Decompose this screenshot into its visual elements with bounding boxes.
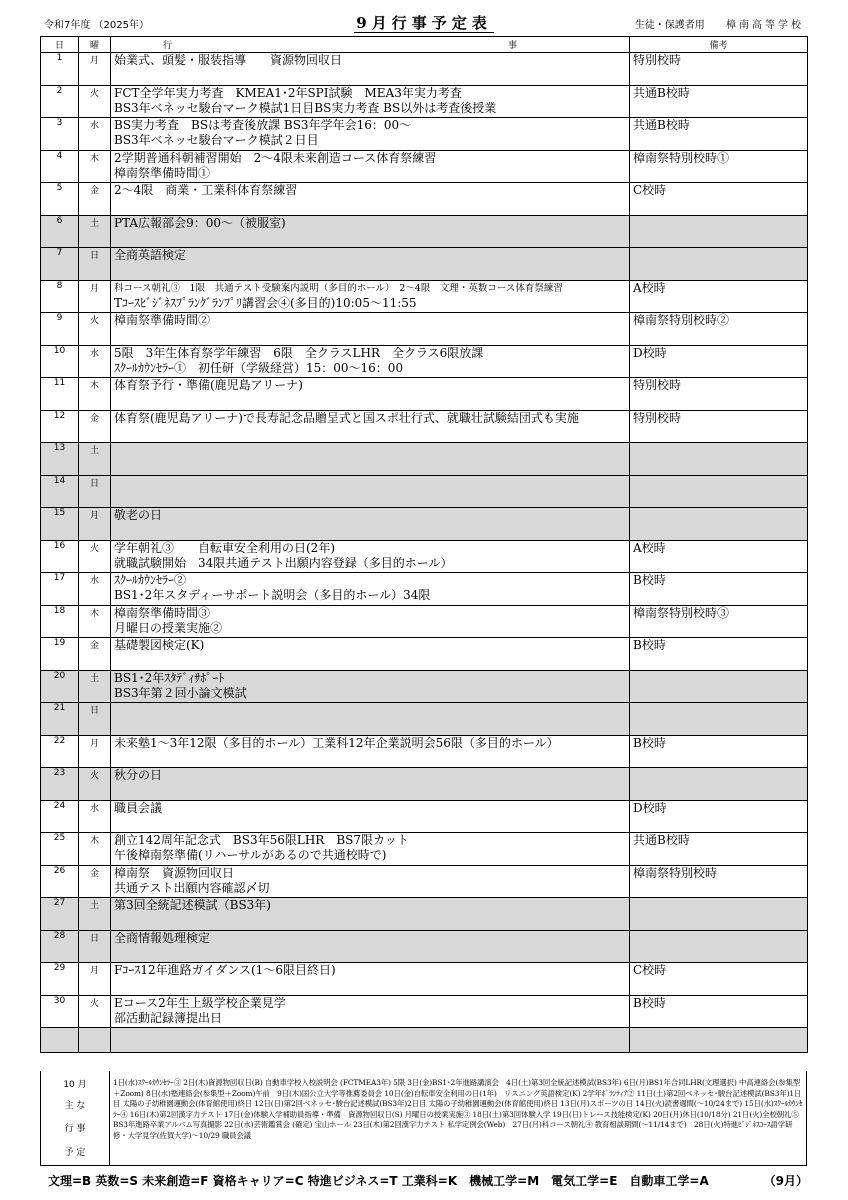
row-events bbox=[111, 963, 630, 996]
table-row bbox=[41, 963, 808, 996]
row-note: D校時 bbox=[630, 345, 808, 378]
row-event-line-1: 体育祭(鹿児島アリーナ)で長寿記念品贈呈式と国スポ壮行式、就職壮試験結団式も実施 bbox=[114, 410, 579, 425]
row-event-line-1: 2学期普通科朝補習開始 2～4限未来創造コース体育祭練習 bbox=[114, 150, 437, 165]
row-weekday: 火 bbox=[79, 85, 111, 118]
row-events bbox=[111, 248, 630, 281]
row-day: 3 bbox=[41, 118, 79, 151]
row-event-line-2: 共通テスト出願内容確認〆切 bbox=[114, 880, 270, 895]
row-events bbox=[111, 475, 630, 508]
row-event-line-1: 創立142周年記念式 BS3年56限LHR BS7限カット bbox=[114, 833, 409, 847]
row-weekday: 日 bbox=[79, 703, 111, 736]
table-row bbox=[41, 378, 808, 411]
row-events bbox=[111, 670, 630, 703]
row-weekday: 火 bbox=[79, 768, 111, 801]
spacer-cell bbox=[630, 1028, 808, 1053]
row-note bbox=[630, 898, 808, 931]
table-row bbox=[41, 410, 808, 443]
row-day: 8 bbox=[41, 280, 79, 313]
row-event-line-2: BS1･2年スタディーサポート説明会（多目的ホール）34限 bbox=[114, 588, 431, 602]
row-note: 共通B校時 bbox=[630, 118, 808, 151]
row-weekday: 水 bbox=[79, 118, 111, 151]
row-weekday: 土 bbox=[79, 215, 111, 248]
row-weekday: 水 bbox=[79, 800, 111, 833]
row-event-line-1: 秋分の日 bbox=[114, 768, 163, 782]
page-title-text: 9月行事予定表 bbox=[356, 14, 492, 32]
table-row bbox=[41, 150, 808, 183]
table-row bbox=[41, 85, 808, 118]
row-day: 30 bbox=[41, 995, 79, 1028]
table-header-row bbox=[41, 37, 808, 53]
row-events bbox=[111, 345, 630, 378]
row-day: 14 bbox=[41, 475, 79, 508]
table-row bbox=[41, 53, 808, 86]
row-day: 29 bbox=[41, 963, 79, 996]
row-note: D校時 bbox=[630, 800, 808, 833]
row-weekday: 火 bbox=[79, 313, 111, 346]
table-row bbox=[41, 638, 808, 671]
fiscal-year: 令和7年度 （2025年） bbox=[44, 20, 149, 31]
table-row bbox=[41, 670, 808, 703]
next-month-label bbox=[41, 1071, 110, 1166]
row-day: 1 bbox=[41, 53, 79, 86]
row-event-line-2: Tｺｰｽﾋﾞｼﾞﾈｽﾌﾟﾗﾝｸﾞﾗﾝﾌﾟﾘ講習会④(多目的)10:05～11:55 bbox=[114, 295, 417, 310]
row-event-line-2: 樟南祭準備時間① bbox=[114, 165, 211, 180]
col-header-weekday: 曜 bbox=[79, 37, 111, 53]
row-note bbox=[630, 768, 808, 801]
row-note: B校時 bbox=[630, 573, 808, 606]
row-note bbox=[630, 670, 808, 703]
row-note: B校時 bbox=[630, 995, 808, 1028]
row-weekday: 木 bbox=[79, 378, 111, 411]
table-row bbox=[41, 248, 808, 281]
audience-label: 生徒・保護者用 bbox=[634, 20, 705, 31]
row-event-line-1: BS1･2年ｽﾀﾃﾞｨｻﾎﾟｰﾄ bbox=[114, 670, 225, 685]
table-row bbox=[41, 898, 808, 931]
row-event-line-2: 部活動記録簿提出日 bbox=[114, 1010, 223, 1025]
row-events bbox=[111, 53, 630, 86]
row-event-line-1: 科コース朝礼③ 1限 共通テスト受験案内説明（多目的ホール） 2～4限 文理・英数コース体育祭練習 bbox=[114, 282, 563, 294]
row-event-line-1: 全商英語検定 bbox=[114, 248, 187, 262]
table-row bbox=[41, 833, 808, 866]
row-weekday: 月 bbox=[79, 53, 111, 86]
row-note: C校時 bbox=[630, 963, 808, 996]
row-event-line-1: BS実力考査 BSは考査後放課 BS3年学年会16：00～ bbox=[114, 118, 412, 132]
spacer-cell bbox=[41, 1028, 79, 1053]
row-note bbox=[630, 703, 808, 736]
row-weekday: 水 bbox=[79, 345, 111, 378]
row-events bbox=[111, 443, 630, 476]
table-row bbox=[41, 573, 808, 606]
page-header bbox=[0, 12, 848, 34]
row-event-line-1: PTA広報部会9：00～（被服室) bbox=[114, 215, 286, 230]
row-weekday: 木 bbox=[79, 605, 111, 638]
header-right bbox=[617, 16, 804, 31]
row-events bbox=[111, 735, 630, 768]
row-day: 17 bbox=[41, 573, 79, 606]
row-events bbox=[111, 540, 630, 573]
table-row bbox=[41, 865, 808, 898]
table-row bbox=[41, 735, 808, 768]
row-day: 23 bbox=[41, 768, 79, 801]
row-note: 共通B校時 bbox=[630, 833, 808, 866]
schedule-body bbox=[41, 53, 808, 1053]
row-event-line-2: ｽｸｰﾙｶｳﾝｾﾗｰ① 初任研（学級経営）15：00～16：00 bbox=[114, 360, 404, 375]
row-weekday: 土 bbox=[79, 898, 111, 931]
row-events bbox=[111, 215, 630, 248]
row-note bbox=[630, 215, 808, 248]
row-weekday: 木 bbox=[79, 833, 111, 866]
row-weekday: 火 bbox=[79, 995, 111, 1028]
row-note bbox=[630, 930, 808, 963]
row-event-line-1: Fｺｰｽ12年進路ガイダンス(1～6限目終日) bbox=[114, 963, 336, 977]
table-row bbox=[41, 443, 808, 476]
row-events bbox=[111, 280, 630, 313]
row-note bbox=[630, 508, 808, 541]
row-events bbox=[111, 118, 630, 151]
row-event-line-2: BS3年ベネッセ駿台マーク模試２日目 bbox=[114, 133, 319, 147]
row-day: 25 bbox=[41, 833, 79, 866]
row-day: 10 bbox=[41, 345, 79, 378]
row-note: 樟南祭特別校時③ bbox=[630, 605, 808, 638]
table-row bbox=[41, 703, 808, 736]
row-day: 6 bbox=[41, 215, 79, 248]
course-legend bbox=[48, 1172, 808, 1189]
row-events bbox=[111, 605, 630, 638]
row-day: 4 bbox=[41, 150, 79, 183]
row-weekday: 月 bbox=[79, 280, 111, 313]
row-events bbox=[111, 150, 630, 183]
row-day: 26 bbox=[41, 865, 79, 898]
row-events bbox=[111, 898, 630, 931]
row-note bbox=[630, 475, 808, 508]
table-row bbox=[41, 768, 808, 801]
row-event-line-1: 第3回全統記述模試（BS3年) bbox=[114, 898, 271, 912]
row-events bbox=[111, 995, 630, 1028]
row-event-line-2: 午後樟南祭準備(リハーサルがあるので共通校時で) bbox=[114, 848, 387, 862]
legend-month: （9月） bbox=[763, 1174, 808, 1188]
row-note: A校時 bbox=[630, 540, 808, 573]
row-weekday: 土 bbox=[79, 443, 111, 476]
row-events bbox=[111, 865, 630, 898]
col-header-notes: 備考 bbox=[630, 37, 808, 53]
table-row bbox=[41, 183, 808, 216]
row-weekday: 金 bbox=[79, 865, 111, 898]
row-event-line-1: ｽｸｰﾙｶｳﾝｾﾗｰ② bbox=[114, 573, 187, 587]
row-day: 15 bbox=[41, 508, 79, 541]
row-weekday: 土 bbox=[79, 670, 111, 703]
col-header-day: 日 bbox=[41, 37, 79, 53]
table-row bbox=[41, 800, 808, 833]
row-events bbox=[111, 833, 630, 866]
next-month-events: 1日(水)ｽｸｰﾙｶｳﾝｾﾗｰ③ 2日(木)資源物回収日(B) 自動車学校入校説明会 (FCTMEA3年) 5限 3日(金)BS1･2年進路講演会 4日(土)第3回全統記述模試(BS3年) 6日(月)BS1年合同LHR(文理選択) 中高連絡会(参集型＋Zoom) 8日(水)塾連絡会(参集型＋Zoom)午前 9日(木)国公立大学等推薦委員会 10日(金)自転車安全利用の日(1年) リスニング英語検定(K) 2学年ﾎﾞﾗﾝﾃｨｱ② 11日(土)第2回ベネッセ･駿台記述模試(BS3年)1日目 太陽の子幼稚園運動会(体育館使用)終日 12日(日)第2回ベネッセ･駿台記述模試(BS3年)2日目 太陽の子幼稚園運動会(体育館使用)終日 13日(月)スポーツの日 14日(火)読書週間(～10/24まで) 15日(水)ｽｸｰﾙｶｳﾝｾﾗｰ④ 16日(木)第2回漢字力テスト 17日(金)体験入学補助員指導・準備 資源物回収日(S) 月曜日の授業実施③ 18日(土)第3回体験入学 19日(日)トレース技能検定(K) 20日(月)休日(10/18分) 21日(火)全校朝礼⑤ BS3年進路卒業アルバム写真撮影 22日(水)芸術鑑賞会 (確定) 宝山ホール 23日(木)第2回漢字力テスト 私学定例会(Web) 27日(月)科コース朝礼④ 教育相談期間(～11/14まで) 28日(火)特進ﾋﾞｼﾞﾈｽｺｰｽ語学研修・大学見学(佐賀大学)～10/29 職員会議 bbox=[113, 1078, 806, 1140]
row-day: 19 bbox=[41, 638, 79, 671]
row-weekday: 金 bbox=[79, 638, 111, 671]
next-month-label-c: 予 定 bbox=[64, 1148, 86, 1158]
row-event-line-2: 就職試験開始 34限共通テスト出願内容登録（多目的ホール） bbox=[114, 555, 453, 570]
row-note: 樟南祭特別校時② bbox=[630, 313, 808, 346]
row-event-line-2: BS3年第２回小論文模試 bbox=[114, 685, 247, 700]
schedule-table bbox=[40, 36, 808, 1053]
table-row bbox=[41, 605, 808, 638]
row-weekday: 月 bbox=[79, 963, 111, 996]
row-event-line-2: 月曜日の授業実施② bbox=[114, 620, 223, 635]
row-note: 共通B校時 bbox=[630, 85, 808, 118]
row-events bbox=[111, 183, 630, 216]
row-events bbox=[111, 638, 630, 671]
row-event-line-1: 樟南祭準備時間② bbox=[114, 313, 211, 327]
row-day: 11 bbox=[41, 378, 79, 411]
row-note: 樟南祭特別校時 bbox=[630, 865, 808, 898]
school-name: 樟南高等学校 bbox=[726, 20, 804, 31]
row-weekday: 月 bbox=[79, 735, 111, 768]
row-events bbox=[111, 85, 630, 118]
spacer-cell bbox=[111, 1028, 630, 1053]
table-row bbox=[41, 508, 808, 541]
row-day: 13 bbox=[41, 443, 79, 476]
row-note: 樟南祭特別校時① bbox=[630, 150, 808, 183]
table-row bbox=[41, 313, 808, 346]
row-day: 16 bbox=[41, 540, 79, 573]
row-note: A校時 bbox=[630, 280, 808, 313]
row-note: C校時 bbox=[630, 183, 808, 216]
row-note: 特別校時 bbox=[630, 410, 808, 443]
col-header-events: 行 事 bbox=[111, 37, 630, 53]
row-day: 7 bbox=[41, 248, 79, 281]
row-note: 特別校時 bbox=[630, 53, 808, 86]
row-day: 2 bbox=[41, 85, 79, 118]
row-event-line-1: 敬老の日 bbox=[114, 508, 163, 522]
table-row bbox=[41, 345, 808, 378]
row-note: 特別校時 bbox=[630, 378, 808, 411]
row-weekday: 金 bbox=[79, 183, 111, 216]
row-event-line-1: 樟南祭 資源物回収日 bbox=[114, 865, 235, 880]
table-row bbox=[41, 118, 808, 151]
spacer-cell bbox=[79, 1028, 111, 1053]
row-note bbox=[630, 443, 808, 476]
row-events bbox=[111, 930, 630, 963]
table-row bbox=[41, 995, 808, 1028]
row-day: 12 bbox=[41, 410, 79, 443]
next-month-label-month: 10 月 bbox=[63, 1080, 87, 1090]
row-events bbox=[111, 573, 630, 606]
row-event-line-1: 未来塾1～3年12限（多目的ホール）工業科12年企業説明会56限（多目的ホール） bbox=[114, 735, 559, 750]
row-events bbox=[111, 313, 630, 346]
row-event-line-1: Eコース2年生上級学校企業見学 bbox=[114, 995, 286, 1010]
row-event-line-1: 全商情報処理検定 bbox=[114, 930, 211, 945]
row-weekday: 木 bbox=[79, 150, 111, 183]
row-day: 21 bbox=[41, 703, 79, 736]
row-day: 28 bbox=[41, 930, 79, 963]
row-event-line-1: FCT全学年実力考査 KMEA1･2年SPI試験 MEA3年実力考査 bbox=[114, 85, 462, 100]
legend-text: 文理=B 英数=S 未来創造=F 資格キャリア=C 特進ビジネス=T 工業科=K 機械工学=M 電気工学=E 自動車工学=A bbox=[48, 1174, 709, 1188]
row-weekday: 日 bbox=[79, 248, 111, 281]
row-note: B校時 bbox=[630, 638, 808, 671]
spacer-row bbox=[41, 1028, 808, 1053]
row-event-line-1: 樟南祭準備時間③ bbox=[114, 605, 211, 620]
row-event-line-1: 5限 3年生体育祭学年練習 6限 全クラスLHR 全クラス6限放課 bbox=[114, 345, 484, 360]
row-day: 27 bbox=[41, 898, 79, 931]
row-event-line-1: 職員会議 bbox=[114, 800, 163, 815]
row-day: 22 bbox=[41, 735, 79, 768]
table-row bbox=[41, 280, 808, 313]
row-events bbox=[111, 508, 630, 541]
table-row bbox=[41, 215, 808, 248]
row-event-line-1: 学年朝礼③ 自転車安全利用の日(2年) bbox=[114, 540, 335, 555]
row-event-line-1: 基礎製図検定(K) bbox=[114, 638, 205, 652]
row-event-line-1: 体育祭予行・準備(鹿児島アリーナ) bbox=[114, 378, 303, 392]
row-weekday: 水 bbox=[79, 573, 111, 606]
row-events bbox=[111, 378, 630, 411]
row-events bbox=[111, 800, 630, 833]
row-weekday: 火 bbox=[79, 540, 111, 573]
next-month-label-a: 主 な bbox=[64, 1101, 86, 1111]
row-events bbox=[111, 703, 630, 736]
row-day: 24 bbox=[41, 800, 79, 833]
row-note: B校時 bbox=[630, 735, 808, 768]
row-day: 5 bbox=[41, 183, 79, 216]
row-events bbox=[111, 768, 630, 801]
next-month-section bbox=[40, 1071, 807, 1166]
row-day: 20 bbox=[41, 670, 79, 703]
row-day: 9 bbox=[41, 313, 79, 346]
row-event-line-2: BS3年ベネッセ駿台マーク模試1日目BS実力考査 BS以外は考査後授業 bbox=[114, 100, 497, 115]
row-weekday: 金 bbox=[79, 410, 111, 443]
row-weekday: 日 bbox=[79, 930, 111, 963]
row-day: 18 bbox=[41, 605, 79, 638]
row-event-line-1: 始業式、頭髪・服装指導 資源物回収日 bbox=[114, 53, 343, 67]
row-note bbox=[630, 248, 808, 281]
table-row bbox=[41, 475, 808, 508]
row-weekday: 日 bbox=[79, 475, 111, 508]
next-month-label-b: 行 事 bbox=[64, 1124, 86, 1134]
row-event-line-1: 2～4限 商業・工業科体育祭練習 bbox=[114, 183, 298, 197]
table-row bbox=[41, 930, 808, 963]
table-row bbox=[41, 540, 808, 573]
row-events bbox=[111, 410, 630, 443]
row-weekday: 月 bbox=[79, 508, 111, 541]
